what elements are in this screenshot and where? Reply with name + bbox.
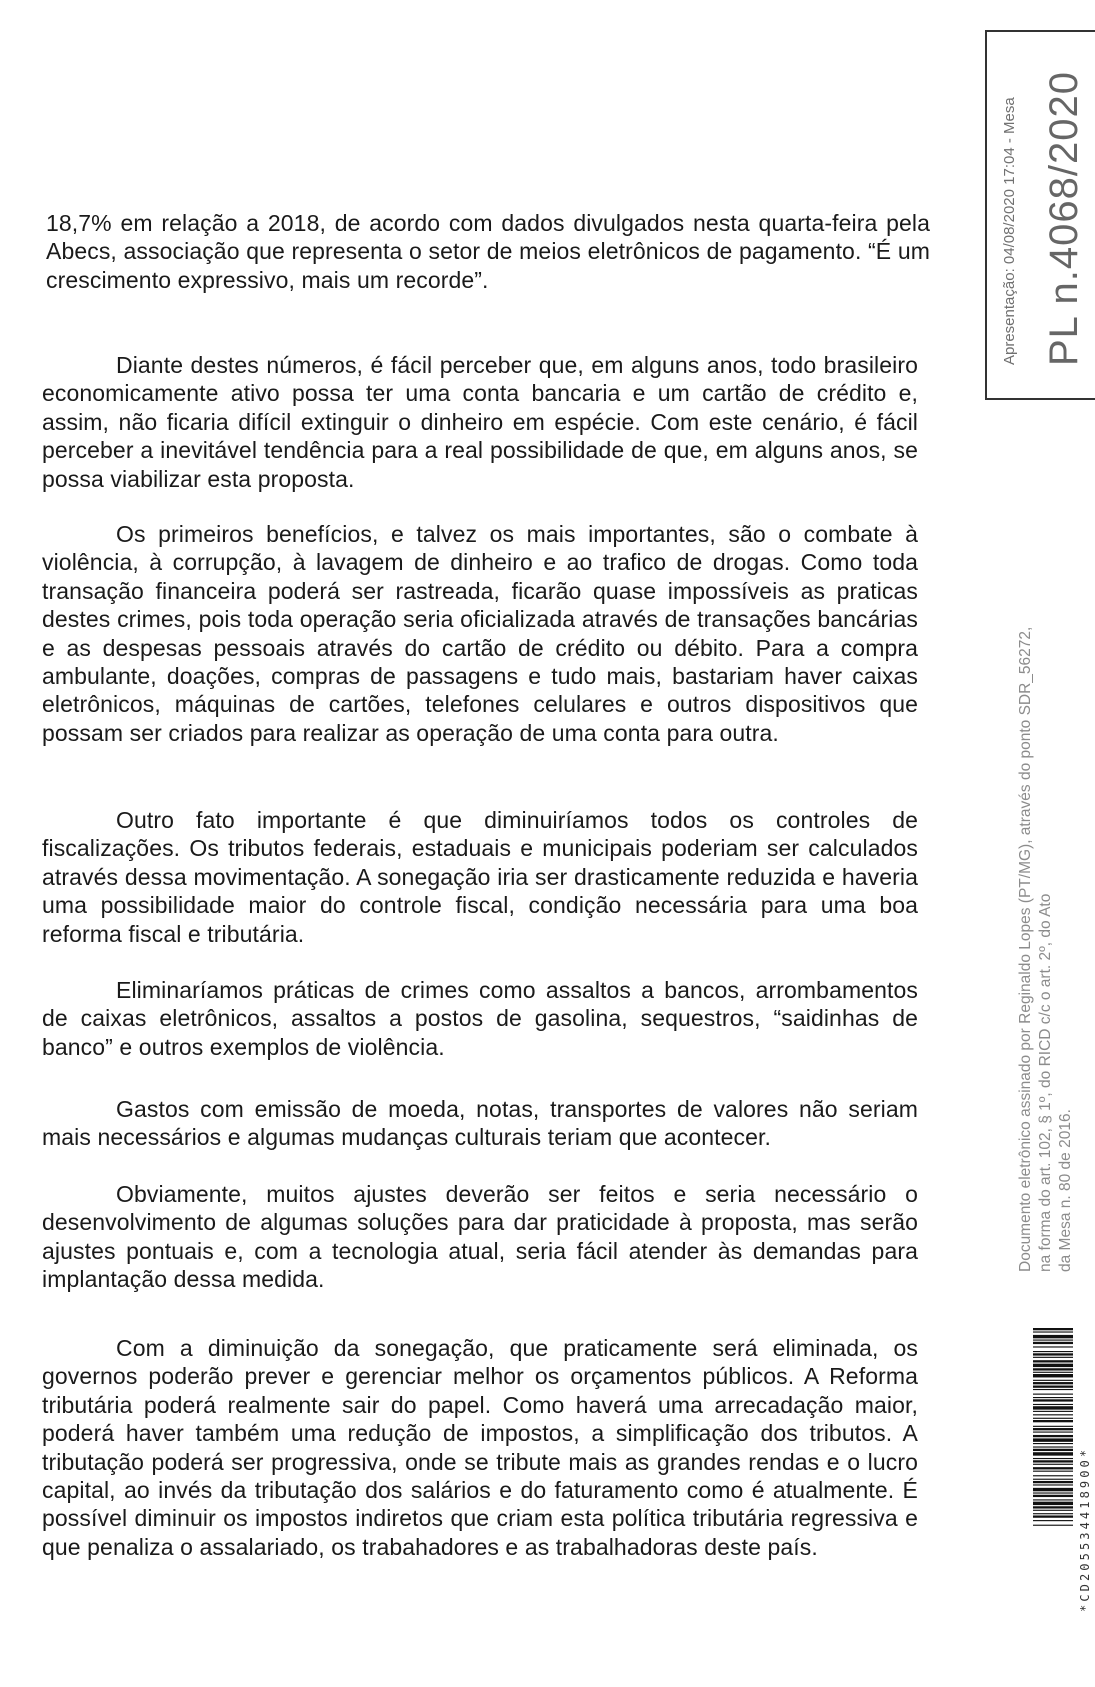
signature-line-2: na forma do art. 102, § 1º, do RICD c/c o art. 2º, do Ato: [1037, 893, 1054, 1272]
barcode-bar: [1033, 1399, 1073, 1401]
paragraph-6: Gastos com emissão de moeda, notas, transportes de valores não seriam mais necessários e algumas mudanças culturais teriam que acontecer.: [42, 1096, 918, 1151]
paragraph-4: Outro fato importante é que diminuiríamos todos os controles de fiscalizações. Os tributos federais, estaduais e municipais poderiam ser calculados através dessa movimentação. A sonegação iria ser drasticamente reduzida e haveria uma possibilidade maior do controle fiscal, condição necessária para uma boa reforma fiscal e tributária.: [42, 807, 918, 947]
barcode-bar: [1033, 1475, 1073, 1476]
barcode-bar: [1033, 1525, 1073, 1526]
paragraph-1: 18,7% em relação a 2018, de acordo com dados divulgados nesta quarta-feira pela Abecs, associação que representa o setor de meios eletrônicos de pagamento. “É um crescimento expressivo, mais um recorde”.: [46, 210, 930, 293]
barcode-bar: [1033, 1452, 1073, 1455]
presentation-date: Apresentação: 04/08/2020 17:04 - Mesa: [1001, 97, 1018, 365]
paragraph-7: Obviamente, muitos ajustes deverão ser feitos e seria necessário o desenvolvimento de algumas soluções para dar praticidade à proposta, mas serão ajustes pontuais e, com a tecnologia atual, seria fácil atender às demandas para implantação dessa medida.: [42, 1181, 918, 1293]
barcode-bar: [1033, 1446, 1073, 1447]
signature-line-3: da Mesa n. 80 de 2016.: [1057, 1109, 1074, 1272]
barcode-bar: [1033, 1513, 1073, 1514]
barcode-bar: [1033, 1340, 1073, 1341]
barcode-bar: [1033, 1495, 1073, 1497]
barcode-bar: [1033, 1357, 1073, 1358]
barcode-bar: [1033, 1397, 1073, 1398]
paragraph-3: Os primeiros benefícios, e talvez os mais importantes, são o combate à violência, à corrupção, à lavagem de dinheiro e ao trafico de drogas. Como toda transação financeira poderá ser rastreada, ficarão quase impossíveis as praticas destes crimes, pois toda operação seria oficializada através de transações bancárias e as despesas pessoais através do cartão de crédito ou débito. Para a compra ambulante, doações, compras de passagens e tudo mais, bastariam haver caixas eletrônicos, máquinas de cartões, telefones celulares e outros dispositivos que possam ser criados para realizar as operação de uma conta para outra.: [42, 521, 918, 746]
barcode-bar: [1033, 1488, 1073, 1491]
barcode-bar: [1033, 1484, 1073, 1485]
barcode-bar: [1033, 1394, 1073, 1395]
signature-line-1: Documento eletrônico assinado por Reginaldo Lopes (PT/MG), através do ponto SDR_56272,: [1017, 626, 1034, 1272]
barcode-bar: [1033, 1426, 1073, 1427]
barcode-bar: [1033, 1471, 1073, 1472]
barcode-bar: [1033, 1499, 1073, 1500]
barcode-bar: [1033, 1420, 1073, 1422]
barcode-bar: [1033, 1353, 1073, 1355]
barcode-bar: [1033, 1389, 1073, 1390]
barcode-bar: [1033, 1406, 1073, 1409]
barcode-bar: [1033, 1380, 1073, 1381]
barcode-bar: [1033, 1418, 1073, 1419]
barcode-bar: [1033, 1449, 1073, 1451]
barcode-bar: [1033, 1414, 1073, 1415]
barcode-bar: [1033, 1374, 1073, 1377]
barcode-bar: [1033, 1464, 1073, 1465]
barcode-bar: [1033, 1404, 1073, 1405]
barcode-bar: [1033, 1382, 1073, 1384]
barcode-bar: [1033, 1386, 1073, 1388]
barcode-bar: [1033, 1435, 1073, 1437]
barcode-bar: [1033, 1515, 1073, 1517]
paragraph-2: Diante destes números, é fácil perceber que, em alguns anos, todo brasileiro economicamente ativo possa ter uma conta bancaria e um cartão de crédito e, assim, não ficaria difícil extinguir o dinheiro em espécie. Com este cenário, é fácil perceber a inevitável tendência para a real possibilidade de que, em alguns anos, se possa viabilizar esta proposta.: [42, 352, 918, 492]
barcode-bar: [1033, 1342, 1073, 1344]
barcode-bar: [1033, 1331, 1073, 1332]
barcode-bar: [1033, 1432, 1073, 1433]
barcode-bar: [1033, 1360, 1073, 1362]
barcode-bar: [1033, 1506, 1073, 1508]
barcode-bar: [1033, 1346, 1073, 1347]
bill-number: PL n.4068/2020: [1042, 71, 1086, 366]
barcode-bar: [1033, 1428, 1073, 1430]
paragraph-8: Com a diminuição da sonegação, que praticamente será eliminada, os governos poderão prever e gerenciar melhor os orçamentos públicos. A Reforma tributária poderá realmente sair do papel. Como haverá uma arrecadação maior, poderá haver também uma redução de impostos, a simplificação dos tributos. A tributação poderá ser progressiva, onde se tribute mais as grandes rendas e o lucro capital, ao invés da tributação dos salários e do faturamento como é atualmente. É possível diminuir os impostos indiretos que criam esta política tributária regressiva e que penaliza o assalariado, os trabahadores e as trabalhadoras deste país.: [42, 1335, 918, 1560]
barcode-bar: [1033, 1438, 1073, 1441]
barcode-bar: [1033, 1328, 1073, 1330]
barcode-bar: [1033, 1351, 1073, 1352]
barcode-bar: [1033, 1520, 1073, 1521]
barcode-bar: [1033, 1411, 1073, 1412]
barcode: [1033, 1328, 1073, 1610]
barcode-bar: [1033, 1372, 1073, 1373]
barcode-bar: [1033, 1481, 1073, 1483]
barcode-bar: [1033, 1510, 1073, 1511]
barcode-text: *CD205534418900*: [1078, 1446, 1092, 1612]
paragraph-5: Eliminaríamos práticas de crimes como assaltos a bancos, arrombamentos de caixas eletrônicos, assaltos a postos de gasolina, sequestros, “saidinhas de banco” e outros exemplos de violência.: [42, 977, 918, 1060]
barcode-bar: [1033, 1479, 1073, 1480]
barcode-bar: [1033, 1492, 1073, 1493]
barcode-bar: [1033, 1335, 1073, 1338]
barcode-bar: [1033, 1364, 1073, 1367]
barcode-bar: [1033, 1502, 1073, 1505]
barcode-bar: [1033, 1467, 1073, 1469]
barcode-bar: [1033, 1458, 1073, 1459]
barcode-bar: [1033, 1460, 1073, 1462]
barcode-bar: [1033, 1443, 1073, 1444]
barcode-bar: [1033, 1368, 1073, 1370]
